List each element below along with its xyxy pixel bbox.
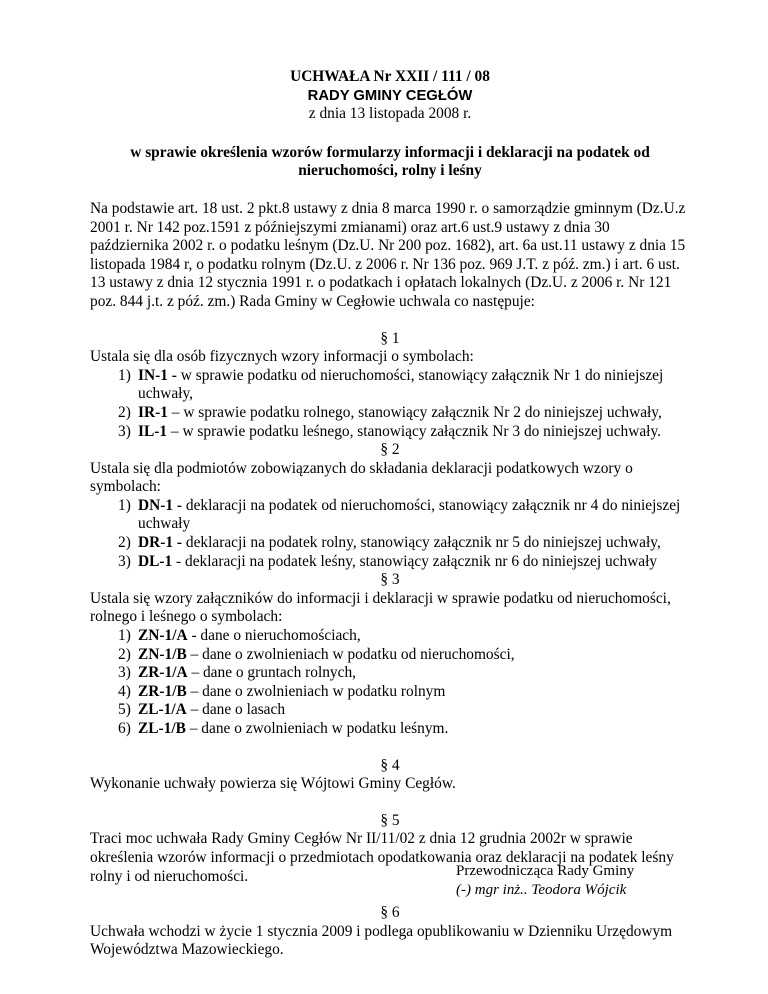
section-5-text: Traci moc uchwała Rady Gminy Cegłów Nr II/11/02 z dnia 12 grudnia 2002r w sprawie określenia wzorów informacji o przedmiotach opodatkowania oraz deklaracji na podatek leśny rolny i od nieruchomości. <box>90 830 674 885</box>
signature-title: Przewodnicząca Rady Gminy <box>456 863 635 879</box>
list-item-text: deklaracji na podatek rolny, stanowiący załącznik nr 5 do niniejszej uchwały, <box>182 534 661 552</box>
list-item-text: – dane o zwolnieniach w podatku rolnym <box>186 682 446 700</box>
section-1-list <box>90 367 690 441</box>
symbol-code: ZR-1/A <box>138 664 188 682</box>
list-item-text: – dane o lasach <box>186 701 286 719</box>
list-item-number: 4) <box>118 682 131 700</box>
section-4-text: Wykonanie uchwały powierza się Wójtowi Gminy Cegłów. <box>90 775 456 793</box>
symbol-code: ZN-1/B <box>138 645 187 663</box>
list-item <box>90 646 690 665</box>
symbol-code: ZN-1/A <box>138 627 188 645</box>
list-item-number: 2) <box>118 534 131 552</box>
list-item <box>90 534 690 553</box>
list-item <box>90 701 690 720</box>
signature-block <box>456 862 634 899</box>
resolution-subject: w sprawie określenia wzorów formularzy informacji i deklaracji na podatek od nieruchomości, rolny i leśny <box>130 143 650 180</box>
document-page <box>90 60 690 960</box>
section-2-mark: § 2 <box>380 441 400 459</box>
symbol-code: DN-1 - <box>138 496 183 514</box>
section-4-mark: § 4 <box>380 756 400 774</box>
list-item <box>90 497 690 534</box>
resolution-number: UCHWAŁA Nr XXII / 111 / 08 <box>290 68 490 85</box>
list-item <box>90 683 690 702</box>
symbol-code: IL-1 <box>138 422 168 440</box>
list-item-text: - deklaracji na podatek leśny, stanowiący załącznik nr 6 do niniejszej uchwały <box>172 552 658 570</box>
list-item-number: 1) <box>118 627 131 645</box>
section-2-intro: Ustala się dla podmiotów zobowiązanych do składania deklaracji podatkowych wzory o symbolach: <box>90 459 633 496</box>
symbol-code: ZL-1/A <box>138 701 187 719</box>
symbol-code: ZL-1/B <box>138 720 186 737</box>
list-item-number: 2) <box>118 403 131 421</box>
section-3-list <box>90 627 690 739</box>
section-6-text: Uchwała wchodzi w życie 1 stycznia 2009 i podlega opublikowaniu w Dzienniku Urzędowym Województwa Mazowieckiego. <box>90 922 673 959</box>
list-item-number: 5) <box>118 701 131 719</box>
list-item-number: 1) <box>118 366 131 384</box>
preamble: Na podstawie art. 18 ust. 2 pkt.8 ustawy z dnia 8 marca 1990 r. o samorządzie gminnym (Dz.U.z 2001 r. Nr 142 poz.1591 z późniejszymi zmianami) oraz art.6 ust.9 ustawy z dnia 30 października 2002 r. o podatku leśnym (Dz.U. Nr 200 poz. 1682), art. 6a ust.11 ustawy z dnia 15 listopada 1984 r, o podatku rolnym (Dz.U. z 2006 r. Nr 136 poz. 969 J.T. z póź. zm.) i art. 6 ust. 13 ustawy z dnia 12 stycznia 1991 r. o podatkach i opłatach lokalnych (Dz.U. z 2006 r. Nr 121 poz. 844 j.t. z póź. zm.) Rada Gminy w Cegłowie uchwala co następuje: <box>90 199 686 310</box>
list-item <box>90 664 690 683</box>
symbol-code: IR-1 <box>138 403 168 421</box>
list-item-number: 2) <box>118 645 131 663</box>
symbol-code: IN-1 - <box>138 366 177 384</box>
section-1-intro: Ustala się dla osób fizycznych wzory informacji o symbolach: <box>90 348 474 366</box>
list-item-number: 3) <box>118 664 131 682</box>
list-item-number: 3) <box>118 422 131 440</box>
symbol-code: DR-1 - <box>138 534 183 552</box>
list-item <box>90 627 690 646</box>
council-name: RADY GMINY CEGŁÓW <box>307 87 473 104</box>
symbol-code: DL-1 <box>138 552 173 570</box>
section-2-list <box>90 497 690 571</box>
resolution-date: z dnia 13 listopada 2008 r. <box>308 105 472 123</box>
section-3-mark: § 3 <box>380 571 400 589</box>
list-item <box>90 553 690 572</box>
list-item-text: – dane o zwolnieniach w podatku od nieruchomości, <box>186 645 515 663</box>
list-item-text: – dane o zwolnieniach w podatku leśnym. <box>185 720 449 737</box>
list-item-number: 3) <box>118 552 131 570</box>
list-item-text: – w sprawie podatku leśnego, stanowiący załącznik Nr 3 do niniejszej uchwały. <box>167 422 661 440</box>
list-item <box>90 423 690 442</box>
list-item-number: 6) <box>118 720 131 737</box>
section-3-intro: Ustala się wzory załączników do informacji i deklaracji w sprawie podatku od nieruchomości, rolnego i leśnego o symbolach: <box>90 589 671 626</box>
section-5-mark: § 5 <box>380 811 400 829</box>
list-item <box>90 404 690 423</box>
list-item-text: w sprawie podatku od nieruchomości, stanowiący załącznik Nr 1 do niniejszej uchwały, <box>138 366 664 403</box>
list-item-number: 1) <box>118 496 131 514</box>
list-item <box>90 367 690 404</box>
list-item-text: – dane o gruntach rolnych, <box>187 664 356 682</box>
section-6-mark: § 6 <box>380 904 400 922</box>
list-item <box>90 720 690 739</box>
symbol-code: ZR-1/B <box>138 682 187 700</box>
list-item-text: – w sprawie podatku rolnego, stanowiący załącznik Nr 2 do niniejszej uchwały, <box>167 403 662 421</box>
list-item-text: - dane o nieruchomościach, <box>187 627 361 645</box>
list-item-text: deklaracji na podatek od nieruchomości, stanowiący załącznik nr 4 do niniejszej uchwały <box>138 496 681 533</box>
signature-name: (-) mgr inż.. Teodora Wójcik <box>456 881 627 898</box>
section-1-mark: § 1 <box>380 329 400 347</box>
